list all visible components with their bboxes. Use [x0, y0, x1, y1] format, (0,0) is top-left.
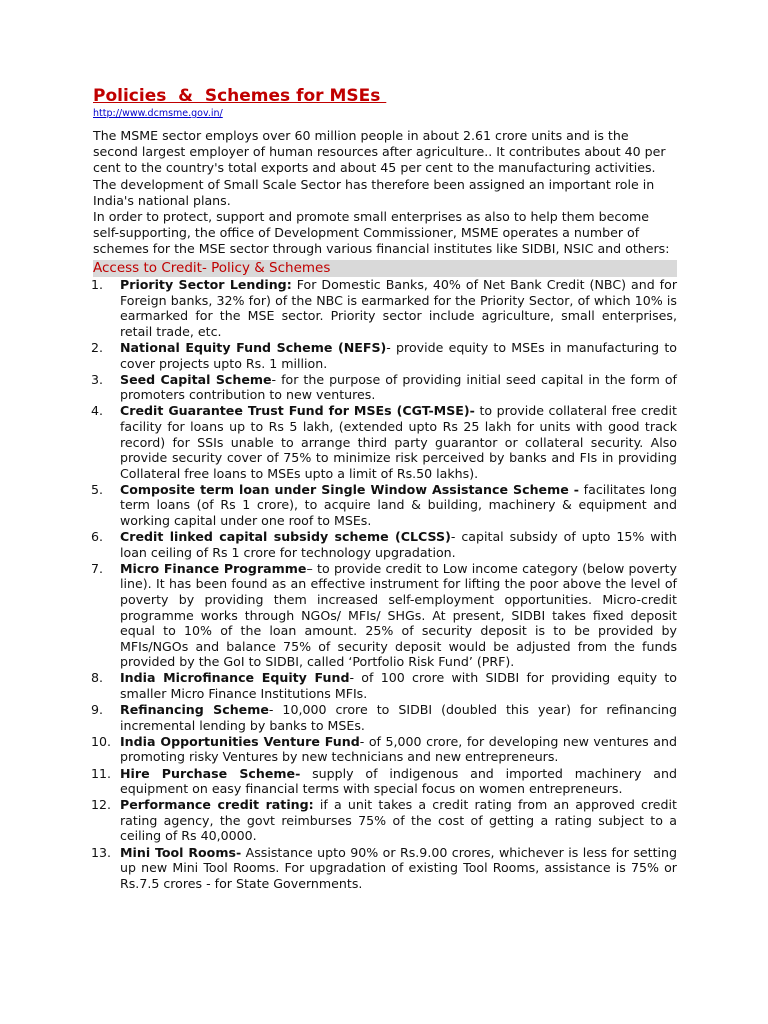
item-number: 11. — [91, 765, 112, 781]
section-heading: Access to Credit- Policy & Schemes — [93, 260, 677, 277]
list-item — [93, 561, 677, 670]
item-number: 5. — [91, 481, 104, 497]
list-item — [93, 766, 677, 797]
item-text: - 10,000 crore to SIDBI (doubled this year) for refinancing incremental lending by banks to MSEs. — [120, 702, 677, 733]
schemes-list — [93, 277, 677, 891]
document-content — [93, 86, 677, 891]
item-number: 7. — [91, 560, 104, 576]
item-number: 3. — [91, 371, 104, 387]
item-label: Composite term loan under Single Window Assistance Scheme - — [120, 481, 580, 497]
list-item — [93, 277, 677, 339]
intro-paragraph: In order to protect, support and promote small enterprises as also to help them become self-supporting, the office of Development Commissioner, MSME operates a number of schemes for the MSE sector through various financial institutes like SIDBI, NSIC and others: — [93, 209, 670, 257]
item-text: to provide collateral free credit facility for loans up to Rs 5 lakh, (extended upto Rs 25 lakh for units with good track record) for SSIs unable to arrange third party guarantor or collateral security. Also provide security cover of 75% to minimize risk perceived by banks and FIs in providing Collateral free loans to MSEs upto a limit of Rs.50 lakhs). — [120, 403, 677, 481]
item-text: Assistance upto 90% or Rs.9.00 crores, whichever is less for setting up new Mini Tool Rooms. For upgradation of existing Tool Rooms, assistance is 75% or Rs.7.5 crores - for State Governments. — [120, 844, 677, 891]
item-number: 13. — [91, 844, 112, 860]
list-item — [93, 482, 677, 529]
item-number: 6. — [91, 529, 104, 545]
source-link[interactable]: http://www.dcmsme.gov.in/ — [93, 108, 223, 119]
item-text: - of 5,000 crore, for developing new ventures and promoting risky Ventures by new technicians and new entrepreneurs. — [120, 733, 677, 765]
item-number: 4. — [91, 403, 104, 419]
list-item — [93, 797, 677, 844]
item-label: National Equity Fund Scheme (NEFS) — [120, 340, 387, 355]
item-text: supply of indigenous and imported machinery and equipment on easy financial terms with special focus on women entrepreneurs. — [120, 765, 677, 797]
item-text: - capital subsidy of upto 15% with loan ceiling of Rs 1 crore for technology upgradation. — [120, 529, 677, 560]
item-text: if a unit takes a credit rating from an approved credit rating agency, the govt reimburses 75% of the cost of getting a rating subject to a ceiling of Rs 40,0000. — [120, 797, 677, 844]
item-label: Priority Sector Lending: — [120, 277, 292, 293]
item-text: - of 100 crore with SIDBI for providing equity to smaller Micro Finance Institutions MFIs. — [120, 670, 677, 702]
item-label: Hire Purchase Scheme- — [120, 765, 301, 781]
item-number: 12. — [91, 797, 112, 813]
item-text: - provide equity to MSEs in manufacturing to cover projects upto Rs. 1 million. — [120, 340, 678, 371]
item-label: Refinancing Scheme — [120, 702, 269, 718]
list-item — [93, 340, 677, 371]
item-label: Micro Finance Programme — [120, 560, 307, 576]
item-label: Credit linked capital subsidy scheme (CLCSS) — [120, 529, 451, 545]
item-label: Mini Tool Rooms- — [120, 844, 242, 860]
item-label: Credit Guarantee Trust Fund for MSEs (CGT-MSE)- — [120, 403, 475, 419]
item-text: For Domestic Banks, 40% of Net Bank Credit (NBC) and for Foreign banks, 32% for) of the NBC is earmarked for the Priority Sector, of which 10% is earmarked for the MSE sector. Priority sector include agriculture, small enterprises, retail trade, etc. — [120, 277, 677, 339]
item-text: – to provide credit to Low income category (below poverty line). It has been found as an effective instrument for lifting the poor above the level of poverty by providing them increased self-employment opportunities. Micro-credit programme works through NGOs/ MFIs/ SHGs. At present, SIDBI takes fixed deposit equal to 10% of the loan amount. 25% of security deposit is to be provided by MFIs/NGOs and balance 75% of security deposit would be adjusted from the funds provided by the GoI to SIDBI, called ‘Portfolio Risk Fund’ (PRF). — [120, 560, 678, 670]
item-number: 8. — [91, 670, 104, 686]
list-item — [93, 403, 677, 481]
list-item — [93, 734, 677, 765]
page-title: Policies & Schemes for MSEs — [93, 86, 387, 106]
item-text: facilitates long term loans (of Rs 1 crore), to acquire land & building, machinery & equipment and working capital under one roof to MSEs. — [120, 481, 677, 529]
item-label: Performance credit rating: — [120, 797, 314, 813]
intro-paragraph: The MSME sector employs over 60 million people in about 2.61 crore units and is the second largest employer of human resources after agriculture.. It contributes about 40 per cent to the country's total exports and about 45 per cent to the manufacturing activities. The development of Small Scale Sector has therefore been assigned an important role in India's national plans. — [93, 128, 666, 208]
item-number: 9. — [91, 702, 104, 718]
list-item — [93, 529, 677, 560]
list-item — [93, 670, 677, 701]
list-item — [93, 372, 677, 403]
item-number: 10. — [91, 733, 112, 749]
item-label: Seed Capital Scheme — [120, 371, 272, 387]
item-number: 1. — [91, 277, 104, 293]
item-label: India Opportunities Venture Fund — [120, 733, 360, 749]
list-item — [93, 845, 677, 892]
item-text: - for the purpose of providing initial seed capital in the form of promoters contribution to new ventures. — [120, 371, 677, 403]
item-label: India Microfinance Equity Fund — [120, 670, 350, 686]
item-number: 2. — [91, 340, 104, 355]
list-item — [93, 702, 677, 733]
